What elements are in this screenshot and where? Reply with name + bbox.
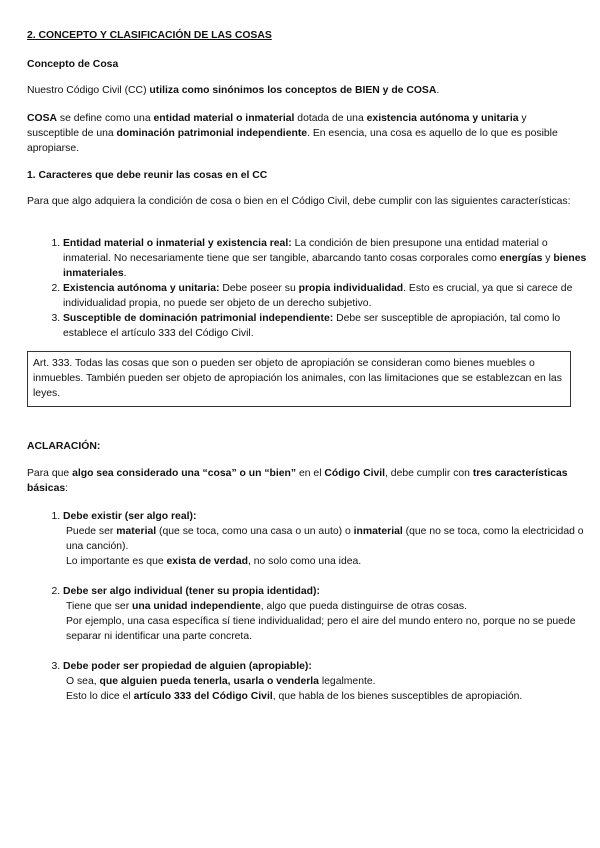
paragraph-aclaracion: Para que algo sea considerado una “cosa” o un “bien” en el Código Civil, debe cumplir con tres características básicas: bbox=[27, 468, 568, 494]
list-item: 1. Entidad material o inmaterial y existencia real: La condición de bien presupone una entidad material o inmaterial. No necesariamente tiene que ser tangible, abarcando tanto cosas corporales como energías y bienes inmateriales. bbox=[63, 236, 591, 281]
subtitle-concepto: Concepto de Cosa bbox=[27, 59, 119, 70]
article-333-box: Art. 333. Todas las cosas que son o pueden ser objeto de apropiación se consideran como bienes muebles o inmuebles. También pueden ser objeto de apropiación los animales, con las limitaciones que se establezcan en las leyes. bbox=[27, 351, 571, 407]
list-item: 1. Debe existir (ser algo real): Puede ser material (que se toca, como una casa o un auto) o inmaterial (que no se toca, como la electricidad o una canción). Lo importante es que exista de verdad, no solo como una idea. bbox=[63, 509, 591, 569]
list-item-line: Puede ser material (que se toca, como una casa o un auto) o inmaterial (que no se toca, como la electricidad o una canción). bbox=[66, 526, 584, 552]
list-item: 3. Susceptible de dominación patrimonial independiente: Debe ser susceptible de apropiación, tal como lo establece el artículo 333 del Código Civil. bbox=[63, 311, 591, 341]
section-heading-caracteres: 1. Caracteres que debe reunir las cosas en el CC bbox=[27, 170, 268, 181]
caracteres-list bbox=[27, 236, 591, 341]
paragraph-sinonimos: Nuestro Código Civil (CC) utiliza como sinónimos los conceptos de BIEN y de COSA. bbox=[27, 85, 440, 96]
list-item-line: Esto lo dice el artículo 333 del Código Civil, que habla de los bienes susceptibles de apropiación. bbox=[66, 691, 523, 702]
paragraph-condicion: Para que algo adquiera la condición de cosa o bien en el Código Civil, debe cumplir con las siguientes características: bbox=[27, 196, 571, 207]
paragraph-definicion-cosa: COSA se define como una entidad material o inmaterial dotada de una existencia autónoma y unitaria y susceptible de una dominación patrimonial independiente. En esencia, una cosa es aquello de lo que es posible apropiarse. bbox=[27, 113, 558, 154]
list-item-line: Tiene que ser una unidad independiente, algo que pueda distinguirse de otras cosas. bbox=[66, 601, 467, 612]
list-item-line: O sea, que alguien pueda tenerla, usarla o venderla legalmente. bbox=[66, 676, 376, 687]
list-item: 2. Existencia autónoma y unitaria: Debe poseer su propia individualidad. Esto es crucial, ya que si carece de individualidad propia, no puede ser objeto de un derecho subjetivo. bbox=[63, 281, 591, 311]
list-item: 3. Debe poder ser propiedad de alguien (apropiable): O sea, que alguien pueda tenerla, usarla o venderla legalmente. Esto lo dice el artículo 333 del Código Civil, que habla de los bienes susceptibles de apropiación. bbox=[63, 659, 591, 704]
list-item-line: Lo importante es que exista de verdad, no solo como una idea. bbox=[66, 556, 362, 567]
list-item: 2. Debe ser algo individual (tener su propia identidad): Tiene que ser una unidad independiente, algo que pueda distinguirse de otras cosas. Por ejemplo, una casa específica sí tiene individualidad; pero el aire del mundo entero no, porque no se puede separar ni identificar una parte concreta. bbox=[63, 584, 591, 644]
aclaracion-heading: ACLARACIÓN: bbox=[27, 441, 101, 452]
page-title: 2. CONCEPTO Y CLASIFICACIÓN DE LAS COSAS bbox=[27, 30, 272, 41]
list-item-line: Por ejemplo, una casa específica sí tiene individualidad; pero el aire del mundo entero no, porque no se puede separar ni identificar una parte concreta. bbox=[66, 616, 576, 642]
caracteristicas-basicas-list bbox=[27, 509, 591, 719]
